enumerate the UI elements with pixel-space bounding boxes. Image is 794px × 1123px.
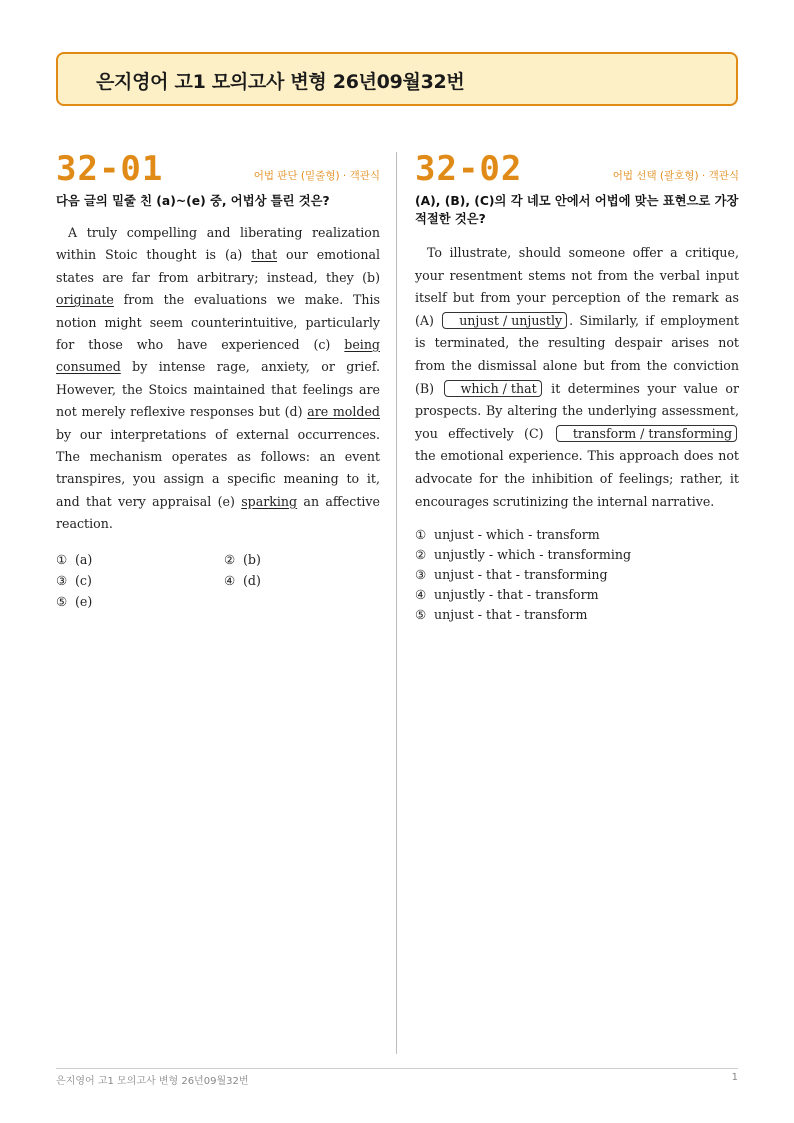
passage-text: To illustrate, should someone offer a critique, your resentment stems not from the verbal input itself but from your perception of the remark as (A) bbox=[415, 245, 739, 328]
passage-text: . Similarly, if employment is terminated, the resulting despair arises not from the dismissal alone but from the conviction (B) bbox=[415, 312, 739, 396]
question-prompt: 다음 글의 밑줄 친 (a)~(e) 중, 어법상 틀린 것은? bbox=[56, 194, 330, 208]
underlined-e: sparking bbox=[241, 493, 298, 509]
footer-divider bbox=[56, 1068, 738, 1069]
choice-4[interactable] bbox=[224, 571, 374, 590]
page-title: 은지영어 고1 모의고사 변형 26년09월32번 bbox=[96, 71, 465, 93]
question-header bbox=[415, 150, 739, 188]
answer-choices bbox=[56, 550, 380, 611]
footer-title: 은지영어 고1 모의고사 변형 26년09월32번 bbox=[56, 1076, 249, 1087]
choice-text: unjust - that - transforming bbox=[434, 567, 608, 583]
choice-number: ① bbox=[415, 527, 427, 543]
underlined-d: are molded bbox=[307, 404, 380, 420]
passage-text: by intense rage, anxiety, or grief. However, the Stoics maintained that feelings are not merely reflexive responses but (d) bbox=[56, 359, 380, 420]
question-type: 어법 선택 (괄호형) · 객관식 bbox=[612, 170, 739, 182]
choice-number: ③ bbox=[415, 567, 427, 583]
underlined-c: being consumed bbox=[56, 337, 380, 375]
passage-text: our emotional states are far from arbitrary; instead, they (b) bbox=[56, 247, 380, 285]
question-32-01 bbox=[56, 150, 380, 611]
passage-text: by our interpretations of external occurrences. The mechanism operates as follows: an event transpires, you assign a specific meaning to it, and that very appraisal (e) bbox=[56, 426, 380, 509]
underlined-a: that bbox=[251, 247, 278, 263]
passage bbox=[415, 242, 739, 513]
passage-text: an affective reaction. bbox=[56, 493, 380, 532]
question-type: 어법 판단 (밑줄형) · 객관식 bbox=[253, 170, 380, 182]
page-number: 1 bbox=[731, 1072, 738, 1083]
underlined-b: originate bbox=[56, 292, 114, 308]
choice-number: ⑤ bbox=[56, 593, 68, 609]
question-number: 32-01 bbox=[56, 149, 164, 189]
choice-box-b: which / that bbox=[444, 380, 542, 397]
choice-1[interactable] bbox=[56, 550, 224, 569]
choice-number: ① bbox=[56, 551, 68, 567]
choice-text: (a) bbox=[75, 551, 93, 567]
choice-text: unjustly - which - transforming bbox=[434, 547, 632, 563]
choice-1[interactable] bbox=[415, 525, 739, 545]
column-divider bbox=[396, 152, 397, 1054]
choice-3[interactable] bbox=[415, 565, 739, 585]
choice-text: (b) bbox=[243, 551, 261, 567]
choice-number: ② bbox=[415, 547, 427, 563]
question-prompt: (A), (B), (C)의 각 네모 안에서 어법에 맞는 표현으로 가장 적절한 것은? bbox=[415, 194, 739, 226]
question-header bbox=[56, 150, 380, 188]
choice-2[interactable] bbox=[224, 550, 374, 569]
choice-box-a: unjust / unjustly bbox=[442, 312, 567, 329]
choice-text: (c) bbox=[75, 572, 92, 588]
choice-5[interactable] bbox=[56, 592, 224, 611]
choice-3[interactable] bbox=[56, 571, 224, 590]
choice-text: (e) bbox=[75, 593, 93, 609]
choice-box-c: transform / transforming bbox=[556, 425, 737, 442]
title-banner bbox=[56, 52, 738, 106]
choice-number: ② bbox=[224, 551, 236, 567]
question-number: 32-02 bbox=[415, 149, 523, 189]
choice-2[interactable] bbox=[415, 545, 739, 565]
answer-choices bbox=[415, 525, 739, 625]
passage-text: A truly compelling and liberating realization within Stoic thought is (a) bbox=[56, 225, 380, 263]
choice-5[interactable] bbox=[415, 605, 739, 625]
choice-text: unjustly - that - transform bbox=[434, 587, 599, 603]
choice-text: (d) bbox=[243, 572, 261, 588]
passage-text: it determines your value or prospects. By altering the underlying assessment, you effectively (C) bbox=[415, 380, 739, 441]
choice-number: ③ bbox=[56, 572, 68, 588]
choice-text: unjust - that - transform bbox=[434, 607, 588, 623]
choice-4[interactable] bbox=[415, 585, 739, 605]
question-32-02 bbox=[415, 150, 739, 625]
choice-text: unjust - which - transform bbox=[434, 527, 600, 543]
passage-text: the emotional experience. This approach does not advocate for the inhibition of feelings; rather, it encourages scrutinizing the internal narrative. bbox=[415, 448, 739, 509]
passage bbox=[56, 222, 380, 536]
choice-number: ④ bbox=[415, 587, 427, 603]
choice-number: ④ bbox=[224, 572, 236, 588]
passage-text: from the evaluations we make. This notion might seem counterintuitive, particularly for those who have experienced (c) bbox=[56, 292, 380, 353]
choice-number: ⑤ bbox=[415, 607, 427, 623]
